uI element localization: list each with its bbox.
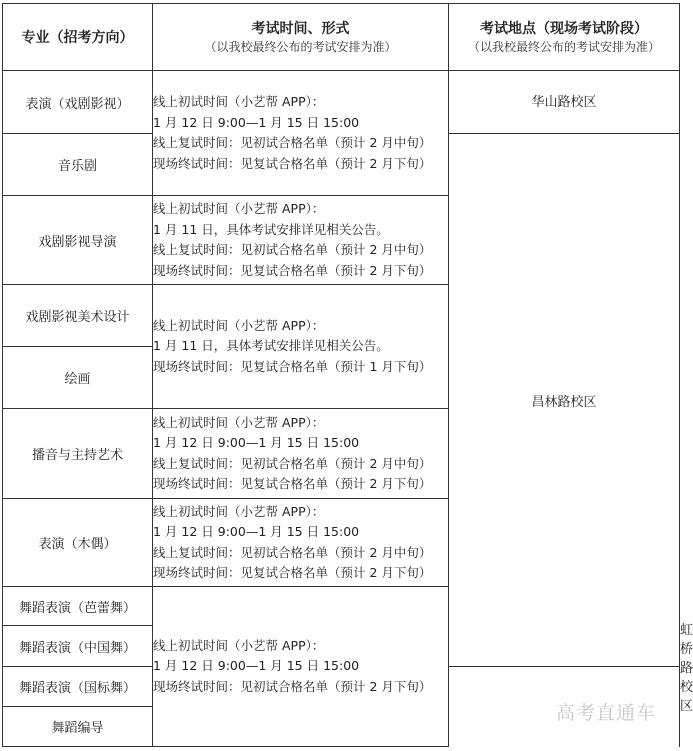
header-row xyxy=(3,4,680,71)
time-line: 线上复试时间：见初试合格名单（预计 2 月中旬） xyxy=(153,135,432,150)
location-cell: 华山路校区 xyxy=(449,71,680,134)
major-cell: 舞蹈表演（芭蕾舞） xyxy=(3,587,153,626)
watermark: 高考直通车 xyxy=(555,702,656,724)
time-line: 1 月 12 日 9:00—1 月 15 日 15:00 xyxy=(153,435,360,450)
time-line: 线上复试时间：见初试合格名单（预计 2 月中旬） xyxy=(153,455,432,471)
time-line: 现场终试时间：见复试合格名单（预计 2 月下旬） xyxy=(153,262,432,278)
header-time xyxy=(153,4,449,71)
header-location xyxy=(449,4,680,71)
major-cell: 表演（戏剧影视） xyxy=(3,71,153,134)
header-location-subtitle: （以我校最终公布的考试安排为准） xyxy=(467,40,660,54)
exam-schedule-table xyxy=(2,3,693,747)
time-line: 线上复试时间：见初试合格名单（预计 2 月中旬） xyxy=(153,242,432,257)
major-cell: 舞蹈表演（中国舞） xyxy=(3,626,153,667)
time-line: 现场终试时间：见初试合格名单（预计 2 月下旬） xyxy=(153,678,432,694)
time-line: 线上初试时间（小艺帮 APP）： xyxy=(153,317,325,333)
header-time-title: 考试时间、形式 xyxy=(251,21,350,37)
exam-time-cell xyxy=(153,499,449,587)
exam-time-cell xyxy=(153,196,449,285)
time-line: 线上初试时间（小艺帮 APP）： xyxy=(153,414,325,430)
header-location-title: 考试地点（现场考试阶段） xyxy=(480,21,648,37)
time-line: 线上初试时间（小艺帮 APP）： xyxy=(153,201,325,216)
time-line: 1 月 12 日 9:00—1 月 15 日 15:00 xyxy=(153,658,360,674)
time-line: 现场终试时间：见复试合格名单（预计 1 月下旬） xyxy=(153,358,432,374)
time-line: 1 月 12 日 9:00—1 月 15 日 15:00 xyxy=(153,524,360,539)
time-line: 现场终试时间：见复试合格名单（预计 2 月下旬） xyxy=(153,565,432,580)
time-line: 现场终试时间：见复试合格名单（预计 2 月下旬） xyxy=(153,155,432,171)
time-line: 线上复试时间：见初试合格名单（预计 2 月中旬） xyxy=(153,544,432,560)
exam-time-cell xyxy=(153,285,449,409)
time-line: 线上初试时间（小艺帮 APP）： xyxy=(153,94,325,109)
time-line: 1 月 11 日，具体考试安排详见相关公告。 xyxy=(153,221,389,237)
major-cell: 表演（木偶） xyxy=(3,499,153,587)
header-major: 专业（招考方向） xyxy=(3,4,153,71)
exam-time-cell xyxy=(153,587,449,747)
time-line: 现场终试时间：见复试合格名单（预计 2 月下旬） xyxy=(153,476,432,491)
time-line: 线上初试时间（小艺帮 APP）： xyxy=(153,637,325,653)
major-cell: 戏剧影视导演 xyxy=(3,196,153,285)
major-cell: 播音与主持艺术 xyxy=(3,409,153,499)
exam-time-cell xyxy=(153,409,449,499)
exam-time-cell xyxy=(153,71,449,196)
major-cell: 绘画 xyxy=(3,347,153,409)
time-line: 1 月 11 日，具体考试安排详见相关公告。 xyxy=(153,338,389,354)
time-line: 1 月 12 日 9:00—1 月 15 日 15:00 xyxy=(153,114,360,130)
location-cell: 昌林路校区 xyxy=(449,134,680,667)
major-cell: 音乐剧 xyxy=(3,134,153,196)
table-row xyxy=(3,71,680,134)
header-time-subtitle: （以我校最终公布的考试安排为准） xyxy=(204,40,397,54)
major-cell: 舞蹈编导 xyxy=(3,707,153,747)
major-cell: 舞蹈表演（国标舞） xyxy=(3,667,153,707)
time-line: 线上初试时间（小艺帮 APP）： xyxy=(153,503,325,519)
table-row: 舞蹈表演（芭蕾舞） 线上初试时间（小艺帮 APP）： 1 月 12 日 9:00—1 月 15 日 15:00 现场终试时间：见初试合格名单（预计 2 月下旬） 虹桥路校区 xyxy=(3,587,680,626)
major-cell: 戏剧影视美术设计 xyxy=(3,285,153,347)
